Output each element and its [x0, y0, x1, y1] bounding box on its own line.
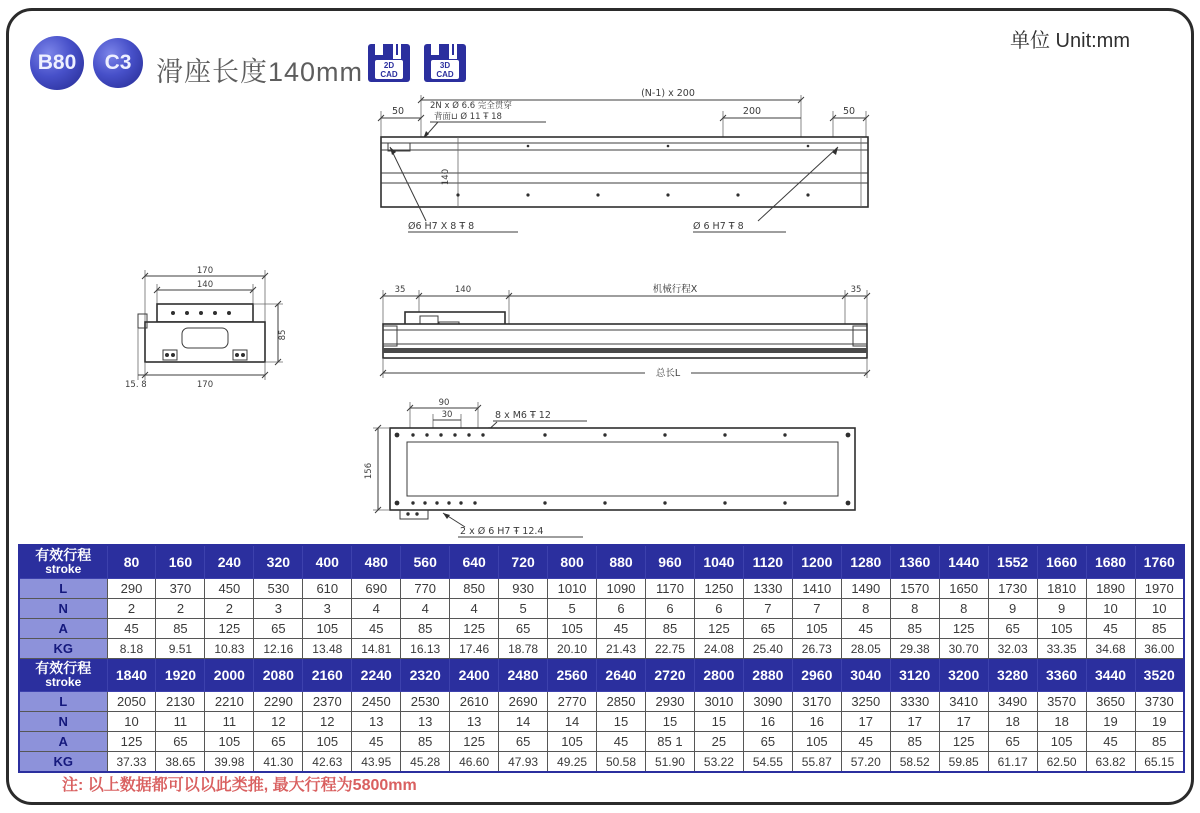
- table-cell: 22.75: [645, 639, 694, 659]
- table-cell: 16: [743, 712, 792, 732]
- table-cell: 125: [939, 732, 988, 752]
- table-cell: 16.13: [401, 639, 450, 659]
- table-cell: 19: [1135, 712, 1184, 732]
- table-cell: 7: [743, 599, 792, 619]
- table-cell: 1970: [1135, 579, 1184, 599]
- table-cell: 45: [352, 619, 401, 639]
- table-cell: 5: [548, 599, 597, 619]
- table-cell: 2: [107, 599, 156, 619]
- table-cell: 1890: [1086, 579, 1135, 599]
- stroke-value: 800: [548, 545, 597, 579]
- table-cell: 3650: [1086, 692, 1135, 712]
- stroke-value: 2640: [597, 659, 646, 692]
- table-cell: 16: [792, 712, 841, 732]
- page-title: 滑座长度140mm: [156, 57, 364, 87]
- stroke-value: 3040: [841, 659, 890, 692]
- stroke-spec-table: [18, 544, 1185, 773]
- stroke-value: 3360: [1037, 659, 1086, 692]
- table-cell: 105: [303, 732, 352, 752]
- table-cell: 43.95: [352, 752, 401, 773]
- table-cell: 2: [156, 599, 205, 619]
- side-view-drawing: [375, 282, 875, 382]
- table-cell: 930: [499, 579, 548, 599]
- table-cell: 65: [743, 619, 792, 639]
- table-cell: 8: [890, 599, 939, 619]
- table-cell: 58.52: [890, 752, 939, 773]
- table-cell: 2850: [597, 692, 646, 712]
- top-view-drawing: [368, 85, 878, 235]
- table-cell: 63.82: [1086, 752, 1135, 773]
- left-hole-callout: Ø6 H7 X 8 Ŧ 8: [408, 221, 475, 232]
- table-cell: 85 1: [645, 732, 694, 752]
- dim-span-label: (N-1) x 200: [641, 88, 695, 99]
- table-cell: 450: [205, 579, 254, 599]
- table-cell: 65: [988, 619, 1037, 639]
- stroke-value: 1120: [743, 545, 792, 579]
- table-cell: 26.73: [792, 639, 841, 659]
- unit-label: 单位 Unit:mm: [1010, 30, 1130, 52]
- table-cell: 1650: [939, 579, 988, 599]
- stroke-value: 1920: [156, 659, 205, 692]
- table-cell: 2930: [645, 692, 694, 712]
- stroke-value: 1040: [694, 545, 743, 579]
- table-cell: 530: [254, 579, 303, 599]
- stroke-value: 640: [450, 545, 499, 579]
- stroke-value: 240: [205, 545, 254, 579]
- footnote: 注: 以上数据都可以以此类推, 最大行程为5800mm: [62, 777, 417, 794]
- stroke-value: 160: [156, 545, 205, 579]
- dim-50-left: 50: [392, 106, 405, 117]
- table-cell: 1730: [988, 579, 1037, 599]
- dim-30: 30: [441, 410, 453, 420]
- table-cell: 57.20: [841, 752, 890, 773]
- table-cell: 6: [694, 599, 743, 619]
- table-cell: 125: [939, 619, 988, 639]
- table-cell: 8: [841, 599, 890, 619]
- series-badge-label: C3: [104, 51, 132, 74]
- table-cell: 45: [841, 732, 890, 752]
- table-cell: 85: [401, 732, 450, 752]
- table-cell: 65: [988, 732, 1037, 752]
- 3d-cad-download-icon[interactable]: [424, 44, 466, 82]
- table-cell: 3410: [939, 692, 988, 712]
- stroke-value: 2080: [254, 659, 303, 692]
- table-cell: 85: [890, 732, 939, 752]
- stroke-value: 1660: [1037, 545, 1086, 579]
- table-cell: 25: [694, 732, 743, 752]
- dim-35-left: 35: [394, 285, 406, 295]
- table-cell: 42.63: [303, 752, 352, 773]
- table-cell: 65: [156, 732, 205, 752]
- table-cell: 38.65: [156, 752, 205, 773]
- table-cell: 46.60: [450, 752, 499, 773]
- table-cell: 1810: [1037, 579, 1086, 599]
- total-length-label: 总长L: [655, 368, 681, 379]
- table-cell: 85: [156, 619, 205, 639]
- table-cell: 14: [499, 712, 548, 732]
- table-cell: 45: [352, 732, 401, 752]
- table-cell: 10: [1086, 599, 1135, 619]
- table-cell: 47.93: [499, 752, 548, 773]
- table-cell: 17: [939, 712, 988, 732]
- table-cell: 3250: [841, 692, 890, 712]
- table-cell: 4: [352, 599, 401, 619]
- table-cell: 770: [401, 579, 450, 599]
- stroke-value: 720: [499, 545, 548, 579]
- table-cell: 45: [107, 619, 156, 639]
- table-cell: 12: [303, 712, 352, 732]
- table-cell: 53.22: [694, 752, 743, 773]
- table-cell: 690: [352, 579, 401, 599]
- m6-callout: 8 x M6 Ŧ 12: [495, 410, 551, 421]
- table-cell: 9: [988, 599, 1037, 619]
- table-cell: 85: [1135, 732, 1184, 752]
- stroke-value: 3200: [939, 659, 988, 692]
- model-badge: [30, 36, 84, 90]
- table-cell: 370: [156, 579, 205, 599]
- dim-156: 156: [364, 462, 374, 480]
- table-cell: 1410: [792, 579, 841, 599]
- 2d-cad-icon-label: 2D CAD: [375, 60, 403, 79]
- stroke-value: 1280: [841, 545, 890, 579]
- stroke-value: 560: [401, 545, 450, 579]
- table-cell: 39.98: [205, 752, 254, 773]
- stroke-header-cell: 有效行程 stroke: [19, 545, 107, 579]
- stroke-value: 2000: [205, 659, 254, 692]
- table-cell: 18: [1037, 712, 1086, 732]
- dim-15-8: 15. 8: [125, 380, 147, 390]
- table-cell: 49.25: [548, 752, 597, 773]
- table-cell: 1010: [548, 579, 597, 599]
- table-cell: 65: [254, 732, 303, 752]
- stroke-value: 2720: [645, 659, 694, 692]
- table-cell: 85: [1135, 619, 1184, 639]
- bottom-view-drawing: [335, 398, 875, 538]
- table-cell: 125: [694, 619, 743, 639]
- table-cell: 18: [988, 712, 1037, 732]
- dim-140: 140: [454, 285, 472, 295]
- table-cell: 10.83: [205, 639, 254, 659]
- table-cell: 59.85: [939, 752, 988, 773]
- table-cell: 65.15: [1135, 752, 1184, 773]
- table-cell: 10: [1135, 599, 1184, 619]
- dim-170-top: 170: [196, 266, 214, 276]
- table-cell: 51.90: [645, 752, 694, 773]
- table-cell: 2610: [450, 692, 499, 712]
- table-cell: 8: [939, 599, 988, 619]
- table-cell: 3: [303, 599, 352, 619]
- stroke-header-cell: 有效行程 stroke: [19, 659, 107, 692]
- table-cell: 105: [548, 732, 597, 752]
- table-cell: 41.30: [254, 752, 303, 773]
- stroke-value: 1552: [988, 545, 1037, 579]
- pin-callout: 2 x Ø 6 H7 Ŧ 12.4: [460, 526, 544, 537]
- cad-icon-notch: [431, 44, 439, 55]
- table-cell: 2370: [303, 692, 352, 712]
- series-badge: [93, 38, 143, 88]
- stroke-value: 3440: [1086, 659, 1135, 692]
- table-cell: 2050: [107, 692, 156, 712]
- table-cell: 24.08: [694, 639, 743, 659]
- table-cell: 125: [450, 732, 499, 752]
- dim-140: 140: [196, 280, 214, 290]
- cad-icon-notch: [452, 44, 454, 55]
- table-cell: 65: [254, 619, 303, 639]
- stroke-value: 2800: [694, 659, 743, 692]
- table-cell: 15: [694, 712, 743, 732]
- stroke-value: 2960: [792, 659, 841, 692]
- row-label-kg: KG: [19, 639, 107, 659]
- stroke-value: 1360: [890, 545, 939, 579]
- table-cell: 45: [597, 732, 646, 752]
- stroke-value: 1680: [1086, 545, 1135, 579]
- stroke-value: 480: [352, 545, 401, 579]
- stroke-x-label: 机械行程X: [652, 284, 698, 295]
- stroke-value: 2560: [548, 659, 597, 692]
- table-cell: 7: [792, 599, 841, 619]
- row-label-n: N: [19, 712, 107, 732]
- table-cell: 45: [1086, 732, 1135, 752]
- stroke-value: 3520: [1135, 659, 1184, 692]
- dim-35-right: 35: [850, 285, 862, 295]
- table-cell: 1250: [694, 579, 743, 599]
- row-label-l: L: [19, 579, 107, 599]
- table-cell: 1490: [841, 579, 890, 599]
- table-cell: 10: [107, 712, 156, 732]
- model-badge-label: B80: [37, 51, 77, 74]
- table-cell: 61.17: [988, 752, 1037, 773]
- table-cell: 1170: [645, 579, 694, 599]
- stroke-value: 1200: [792, 545, 841, 579]
- table-cell: 12.16: [254, 639, 303, 659]
- table-cell: 15: [645, 712, 694, 732]
- table-cell: 2210: [205, 692, 254, 712]
- row-label-kg: KG: [19, 752, 107, 773]
- stroke-value: 1760: [1135, 545, 1184, 579]
- table-cell: 21.43: [597, 639, 646, 659]
- table-cell: 4: [401, 599, 450, 619]
- stroke-value: 2160: [303, 659, 352, 692]
- 3d-cad-icon-label: 3D CAD: [431, 60, 459, 79]
- table-cell: 45.28: [401, 752, 450, 773]
- table-cell: 2530: [401, 692, 450, 712]
- dim-200: 200: [742, 106, 762, 117]
- table-cell: 3570: [1037, 692, 1086, 712]
- table-cell: 29.38: [890, 639, 939, 659]
- table-cell: 1090: [597, 579, 646, 599]
- table-cell: 45: [1086, 619, 1135, 639]
- stroke-value: 2240: [352, 659, 401, 692]
- right-hole-callout: Ø 6 H7 Ŧ 8: [693, 221, 744, 232]
- stroke-value: 2880: [743, 659, 792, 692]
- table-cell: 2: [205, 599, 254, 619]
- table-cell: 610: [303, 579, 352, 599]
- table-cell: 17: [841, 712, 890, 732]
- table-cell: 9.51: [156, 639, 205, 659]
- row-label-a: A: [19, 619, 107, 639]
- table-cell: 17.46: [450, 639, 499, 659]
- table-cell: 8.18: [107, 639, 156, 659]
- table-cell: 4: [450, 599, 499, 619]
- table-cell: 9: [1037, 599, 1086, 619]
- table-cell: 1330: [743, 579, 792, 599]
- table-cell: 45: [841, 619, 890, 639]
- table-cell: 13: [401, 712, 450, 732]
- dim-170-bottom: 170: [196, 380, 214, 390]
- stroke-value: 3120: [890, 659, 939, 692]
- table-cell: 125: [205, 619, 254, 639]
- table-cell: 3490: [988, 692, 1037, 712]
- row-label-a: A: [19, 732, 107, 752]
- table-cell: 28.05: [841, 639, 890, 659]
- row-label-n: N: [19, 599, 107, 619]
- table-cell: 50.58: [597, 752, 646, 773]
- table-cell: 3330: [890, 692, 939, 712]
- table-cell: 54.55: [743, 752, 792, 773]
- table-cell: 30.70: [939, 639, 988, 659]
- table-cell: 11: [205, 712, 254, 732]
- table-cell: 17: [890, 712, 939, 732]
- table-cell: 2690: [499, 692, 548, 712]
- table-cell: 105: [1037, 732, 1086, 752]
- table-cell: 290: [107, 579, 156, 599]
- cad-icon-notch: [396, 44, 398, 55]
- table-cell: 11: [156, 712, 205, 732]
- table-cell: 85: [890, 619, 939, 639]
- table-cell: 105: [792, 619, 841, 639]
- table-cell: 3730: [1135, 692, 1184, 712]
- table-cell: 12: [254, 712, 303, 732]
- table-cell: 32.03: [988, 639, 1037, 659]
- table-cell: 3: [254, 599, 303, 619]
- table-cell: 3170: [792, 692, 841, 712]
- table-cell: 2450: [352, 692, 401, 712]
- stroke-value: 80: [107, 545, 156, 579]
- table-cell: 2130: [156, 692, 205, 712]
- table-cell: 13: [352, 712, 401, 732]
- stroke-value: 2480: [499, 659, 548, 692]
- table-cell: 105: [548, 619, 597, 639]
- table-cell: 20.10: [548, 639, 597, 659]
- table-cell: 37.33: [107, 752, 156, 773]
- 2d-cad-download-icon[interactable]: [368, 44, 410, 82]
- table-cell: 85: [645, 619, 694, 639]
- table-cell: 62.50: [1037, 752, 1086, 773]
- stroke-value: 2320: [401, 659, 450, 692]
- table-cell: 1570: [890, 579, 939, 599]
- stroke-value: 320: [254, 545, 303, 579]
- dim-50-right: 50: [842, 106, 856, 117]
- table-cell: 105: [792, 732, 841, 752]
- dim-90: 90: [438, 398, 450, 408]
- table-cell: 18.78: [499, 639, 548, 659]
- stroke-value: 2400: [450, 659, 499, 692]
- table-cell: 105: [303, 619, 352, 639]
- stroke-value: 400: [303, 545, 352, 579]
- table-cell: 65: [743, 732, 792, 752]
- table-cell: 125: [107, 732, 156, 752]
- row-label-l: L: [19, 692, 107, 712]
- stroke-value: 1840: [107, 659, 156, 692]
- hole-note-line2: 背面⊔ Ø 11 Ŧ 18: [434, 112, 502, 122]
- table-cell: 65: [499, 732, 548, 752]
- section-view-drawing: [125, 262, 295, 392]
- table-cell: 3010: [694, 692, 743, 712]
- stroke-value: 3280: [988, 659, 1037, 692]
- table-cell: 45: [597, 619, 646, 639]
- table-cell: 34.68: [1086, 639, 1135, 659]
- table-cell: 125: [450, 619, 499, 639]
- table-cell: 15: [597, 712, 646, 732]
- dim-140-vertical: 140: [441, 168, 451, 186]
- table-cell: 33.35: [1037, 639, 1086, 659]
- table-cell: 105: [1037, 619, 1086, 639]
- table-cell: 19: [1086, 712, 1135, 732]
- stroke-value: 880: [597, 545, 646, 579]
- hole-note-line1: 2N x Ø 6.6 完全贯穿: [430, 101, 512, 111]
- table-cell: 14: [548, 712, 597, 732]
- table-cell: 85: [401, 619, 450, 639]
- dim-85: 85: [278, 329, 288, 341]
- table-cell: 36.00: [1135, 639, 1184, 659]
- table-cell: 6: [597, 599, 646, 619]
- stroke-value: 1440: [939, 545, 988, 579]
- table-cell: 5: [499, 599, 548, 619]
- cad-icon-notch: [375, 44, 383, 55]
- table-cell: 13: [450, 712, 499, 732]
- table-cell: 3090: [743, 692, 792, 712]
- stroke-value: 960: [645, 545, 694, 579]
- table-cell: 2770: [548, 692, 597, 712]
- table-cell: 14.81: [352, 639, 401, 659]
- table-cell: 65: [499, 619, 548, 639]
- table-cell: 13.48: [303, 639, 352, 659]
- table-cell: 105: [205, 732, 254, 752]
- table-cell: 6: [645, 599, 694, 619]
- table-cell: 25.40: [743, 639, 792, 659]
- table-cell: 850: [450, 579, 499, 599]
- table-cell: 2290: [254, 692, 303, 712]
- table-cell: 55.87: [792, 752, 841, 773]
